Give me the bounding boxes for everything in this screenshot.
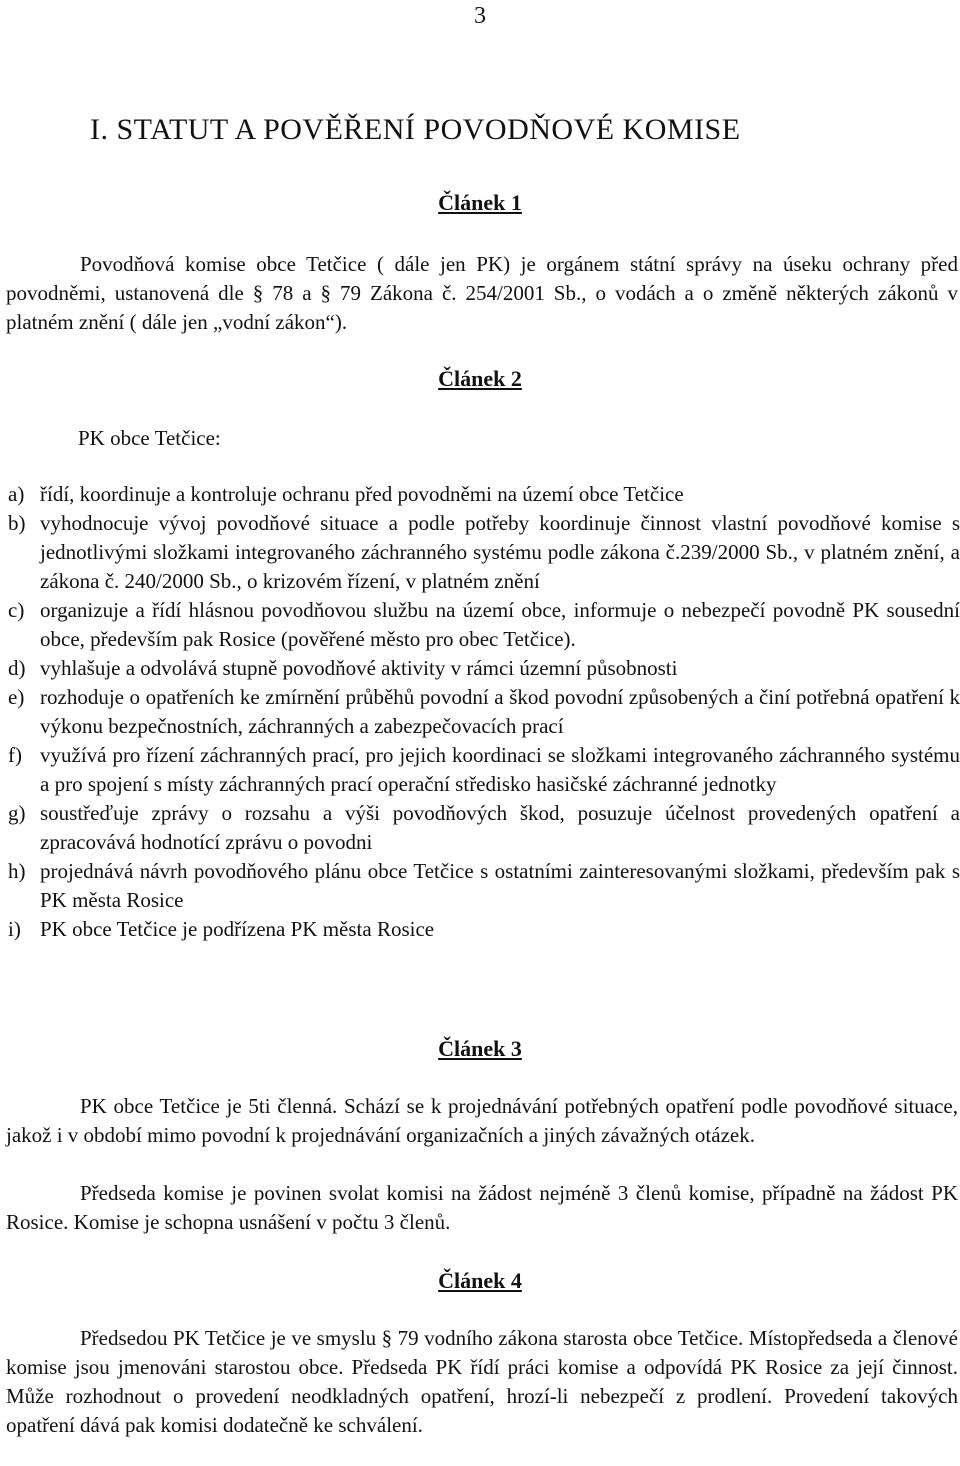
list-marker: b) — [8, 511, 26, 535]
article-3-paragraph-1: PK obce Tetčice je 5ti členná. Schází se k projednávání potřebných opatření podle povodňové situace, jakož i v období mimo povodní k projednávání organizačních a jiných závažných otázek. — [6, 1094, 958, 1147]
list-item-text: soustřeďuje zprávy o rozsahu a výši povodňových škod, posuzuje účelnost provedených opatření a zpracovává hodnotící zprávu o povodni — [40, 801, 960, 854]
article-4-heading: Článek 4 — [438, 1268, 522, 1293]
article-2-heading: Článek 2 — [438, 366, 522, 391]
list-item-text: řídí, koordinuje a kontroluje ochranu před povodněmi na území obce Tetčice — [40, 482, 684, 506]
article-3-heading: Článek 3 — [438, 1036, 522, 1061]
list-item — [8, 741, 960, 799]
list-marker: d) — [8, 656, 26, 680]
list-marker: c) — [8, 598, 25, 622]
page-number: 3 — [474, 3, 486, 29]
article-3-paragraph-2: Předseda komise je povinen svolat komisi na žádost nejméně 3 členů komise, případně na žádost PK Rosice. Komise je schopna usnášení v počtu 3 členů. — [6, 1181, 958, 1234]
article-2-list — [8, 480, 960, 944]
list-marker: g) — [8, 801, 26, 825]
list-item — [8, 799, 960, 857]
list-item-text: vyhodnocuje vývoj povodňové situace a podle potřeby koordinuje činnost vlastní povodňové komise s jednotlivými složkami integrovaného záchranného systému podle zákona č.239/2000 Sb., v platném znění, a zákona č. 240/2000 Sb., o krizovém řízení, v platném znění — [40, 511, 960, 593]
list-item — [8, 480, 960, 509]
list-item — [8, 654, 960, 683]
list-item — [8, 509, 960, 596]
list-item-text: rozhoduje o opatřeních ke zmírnění průběhů povodní a škod povodní způsobených a činí potřebná opatření k výkonu bezpečnostních, záchranných a zabezpečovacích prací — [40, 685, 960, 738]
article-4-text: Předsedou PK Tetčice je ve smyslu § 79 vodního zákona starosta obce Tetčice. Místopředseda a členové komise jsou jmenováni starostou obce. Předseda PK řídí práci komise a odpovídá PK Rosice za její činnost. Může rozhodnout o provedení neodkladných opatření, hrozí-li nebezpečí z prodlení. Provedení takových opatření dává pak komisi dodatečně ke schválení. — [6, 1326, 958, 1437]
list-item — [8, 596, 960, 654]
list-item-text: organizuje a řídí hlásnou povodňovou službu na území obce, informuje o nebezpečí povodně PK sousední obce, především pak Rosice (pověřené město pro obec Tetčice). — [40, 598, 960, 651]
list-item — [8, 857, 960, 915]
list-marker: i) — [8, 917, 21, 941]
list-item-text: projednává návrh povodňového plánu obce Tetčice s ostatními zainteresovanými složkami, především pak s PK města Rosice — [40, 859, 960, 912]
list-marker: e) — [8, 685, 25, 709]
article-1-text: Povodňová komise obce Tetčice ( dále jen PK) je orgánem státní správy na úseku ochrany před povodněmi, ustanovená dle § 78 a § 79 Zákona č. 254/2001 Sb., o vodách a o změně některých zákonů v platném znění ( dále jen „vodní zákon“). — [6, 252, 958, 334]
list-item — [8, 915, 960, 944]
article-2-intro: PK obce Tetčice: — [78, 426, 221, 450]
list-item-text: vyhlašuje a odvolává stupně povodňové aktivity v rámci územní působnosti — [40, 656, 678, 680]
list-marker: a) — [8, 482, 25, 506]
list-item — [8, 683, 960, 741]
list-item-text: PK obce Tetčice je podřízena PK města Rosice — [40, 917, 435, 941]
list-marker: h) — [8, 859, 26, 883]
document-title: I. STATUT A POVĚŘENÍ POVODŇOVÉ KOMISE — [90, 113, 741, 146]
list-marker: f) — [8, 743, 22, 767]
article-1-heading: Článek 1 — [438, 190, 522, 215]
list-item-text: využívá pro řízení záchranných prací, pro jejich koordinaci se složkami integrovaného záchranného systému a pro spojení s místy záchranných prací operační středisko hasičské záchranné jednotky — [40, 743, 960, 796]
